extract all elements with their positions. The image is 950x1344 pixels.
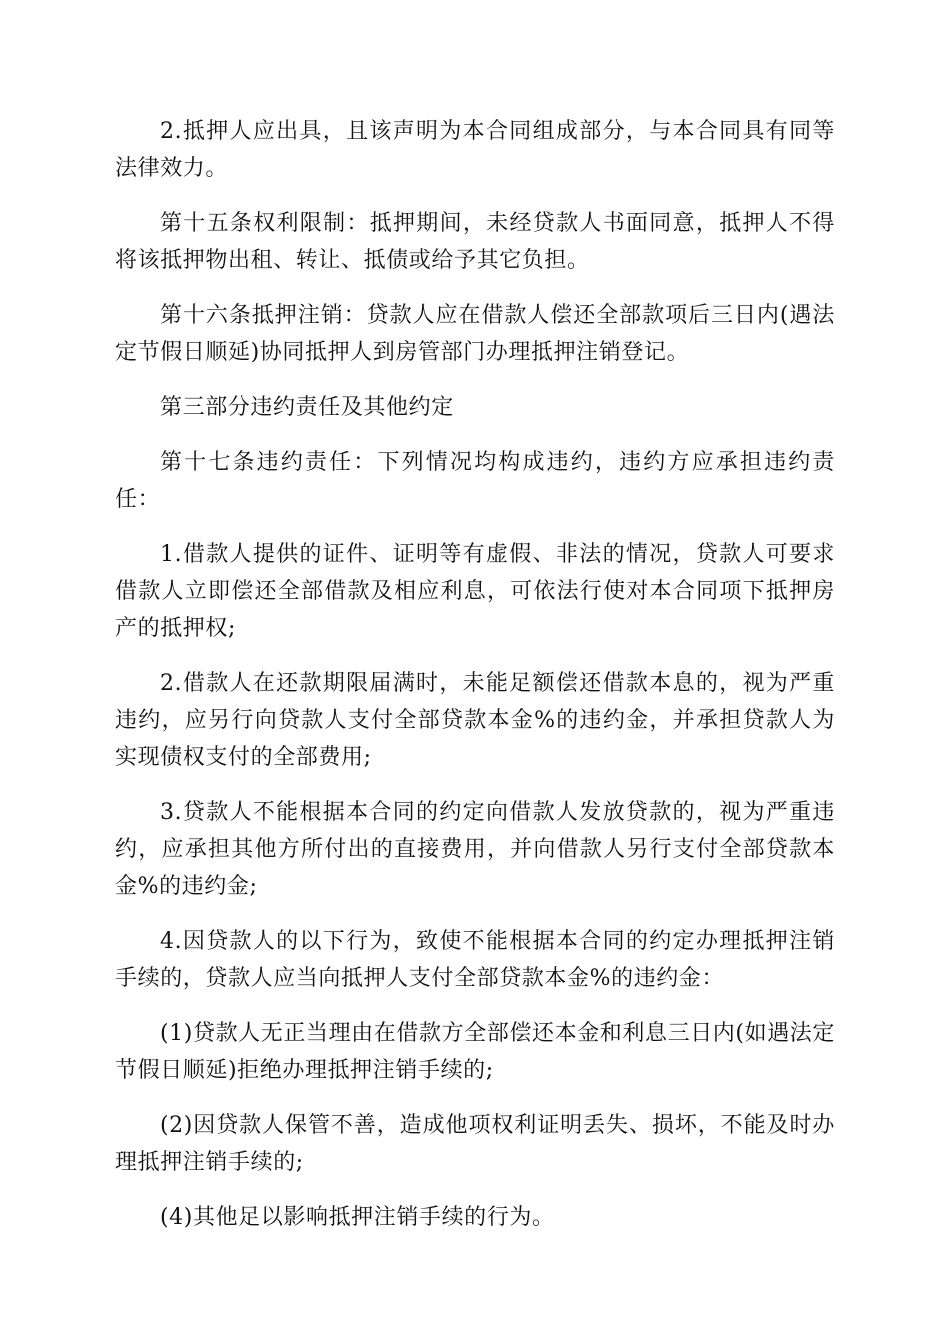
paragraph-subitem-4: (4)其他足以影响抵押注销手续的行为。 [160,1205,555,1230]
paragraph-subitem-2: (2)因贷款人保管不善，造成他项权利证明丢失、损坏，不能及时办理抵押注销手续的; [115,1113,835,1175]
document-page [115,113,835,1254]
paragraph-subitem-1: (1)贷款人无正当理由在借款方全部偿还本金和利息三日内(如遇法定节假日顺延)拒绝办理抵押注销手续的; [115,1021,835,1083]
paragraph-article-16-mortgage-cancellation: 第十六条抵押注销：贷款人应在借款人偿还全部款项后三日内(遇法定节假日顺延)协同抵押人到房管部门办理抵押注销登记。 [115,303,835,365]
section-heading-part-3: 第三部分违约责任及其他约定 [160,395,454,420]
paragraph-item-2-repayment-default: 2.借款人在还款期限届满时，未能足额偿还借款本息的，视为严重违约，应另行向贷款人支付全部贷款本金%的违约金，并承担贷款人为实现债权支付的全部费用; [115,671,835,770]
paragraph-item-3-lender-default: 3.贷款人不能根据本合同的约定向借款人发放贷款的，视为严重违约，应承担其他方所付出的直接费用，并向借款人另行支付全部贷款本金%的违约金; [115,800,835,899]
paragraph-item-1-false-documents: 1.借款人提供的证件、证明等有虚假、非法的情况，贷款人可要求借款人立即偿还全部借款及相应利息，可依法行使对本合同项下抵押房产的抵押权; [115,542,835,641]
paragraph-item-4-cancellation-failure: 4.因贷款人的以下行为，致使不能根据本合同的约定办理抵押注销手续的，贷款人应当向抵押人支付全部贷款本金%的违约金： [115,929,835,991]
paragraph-article-15-rights-restriction: 第十五条权利限制：抵押期间，未经贷款人书面同意，抵押人不得将该抵押物出租、转让、抵债或给予其它负担。 [115,211,835,273]
paragraph-article-17-breach-liability: 第十七条违约责任：下列情况均构成违约，违约方应承担违约责任： [115,450,835,512]
paragraph-clause-2-mortgagor-statement: 2.抵押人应出具，且该声明为本合同组成部分，与本合同具有同等法律效力。 [115,119,835,181]
